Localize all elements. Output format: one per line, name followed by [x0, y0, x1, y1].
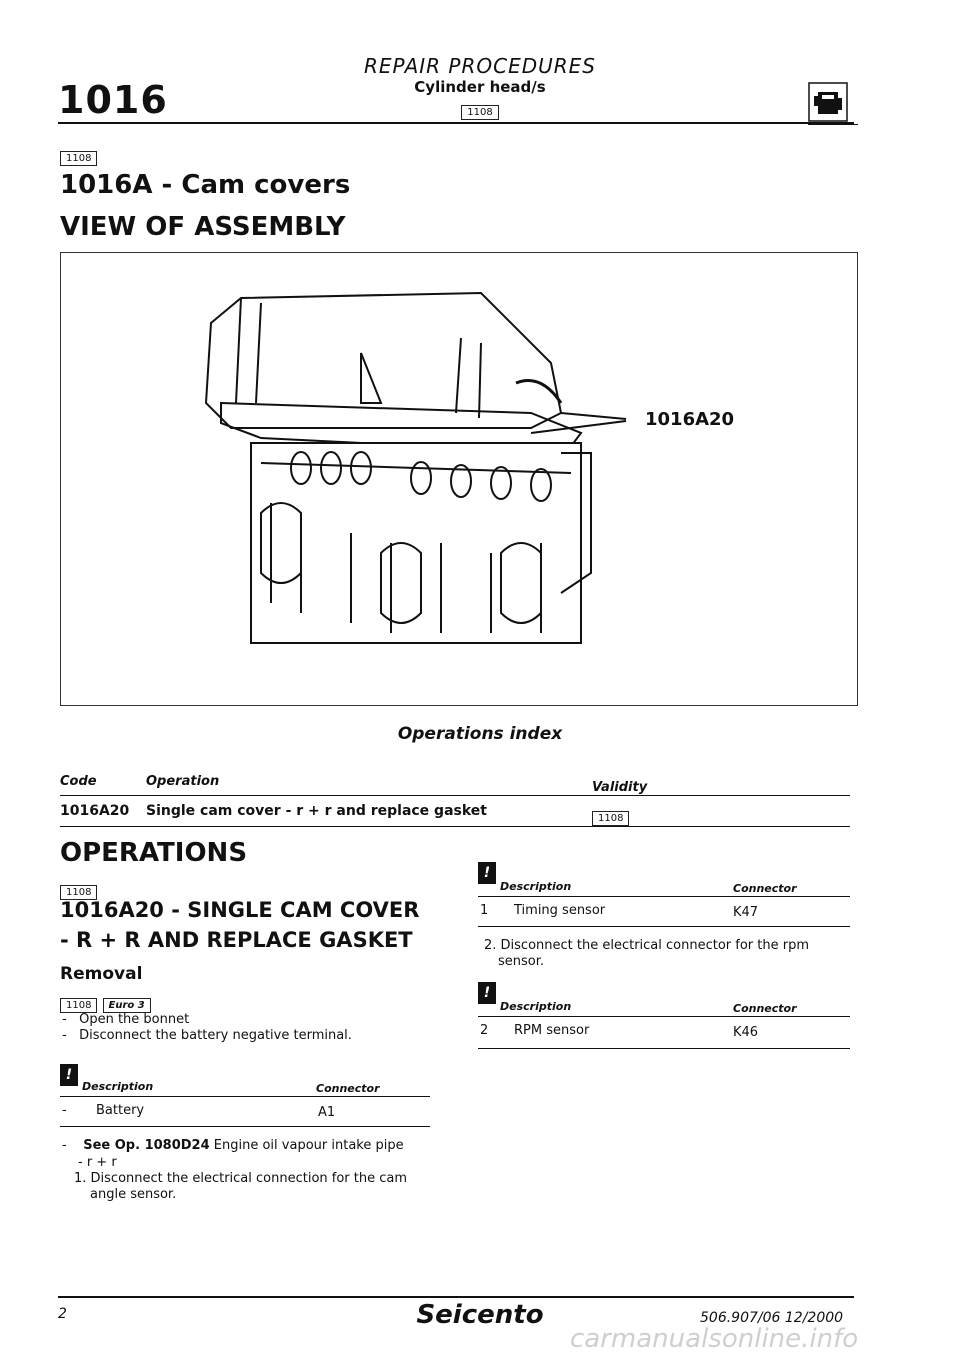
dash: -	[62, 1138, 67, 1153]
op-title-line1: 1016A20 - SINGLE CAM COVER	[60, 898, 420, 922]
note-icon: !	[60, 1064, 78, 1086]
footer-reference: 506.907/06 12/2000	[700, 1310, 844, 1326]
table-rule	[478, 896, 850, 897]
table-conn: K46	[733, 1025, 759, 1040]
table-num: 1	[480, 903, 489, 918]
conn-header: Connector	[733, 1002, 797, 1015]
step-2: 2. Disconnect the electrical connector for the rpm	[484, 938, 810, 953]
step-2-cont: sensor.	[498, 954, 545, 969]
header-code-box: 1108	[461, 105, 498, 120]
euro-box: Euro 3	[103, 998, 151, 1013]
step-1-cont: angle sensor.	[90, 1187, 177, 1202]
index-row-code: 1016A20	[60, 803, 130, 819]
operations-code-tag	[60, 880, 97, 900]
table-rule	[60, 1126, 430, 1127]
page-number: 2	[58, 1306, 67, 1322]
table-desc: Battery	[96, 1103, 145, 1118]
table-rule	[478, 1048, 850, 1049]
index-rule-bottom	[60, 826, 850, 827]
step-text: Disconnect the battery negative terminal.	[79, 1028, 352, 1043]
col-validity-header: Validity	[592, 780, 648, 795]
note-icon: !	[478, 862, 496, 884]
fuel-pump-icon	[808, 82, 848, 122]
operations-index-title: Operations index	[397, 724, 563, 744]
index-row-operation: Single cam cover - r + r and replace gasket	[146, 803, 487, 819]
cam-cover-drawing	[61, 253, 857, 705]
see-op-link[interactable]: See Op. 1080D24	[83, 1138, 210, 1153]
table-rule	[60, 1096, 430, 1097]
footer-brand: Seicento	[416, 1300, 544, 1330]
section-title: 1016A - Cam covers	[60, 170, 351, 200]
code-box: 1108	[60, 885, 97, 900]
assembly-figure	[60, 252, 858, 706]
desc-header: Description	[500, 880, 572, 893]
index-rule-top	[60, 795, 850, 796]
removal-title: Removal	[60, 964, 143, 984]
step-1: 1. Disconnect the electrical connection for the cam	[74, 1171, 408, 1186]
index-row-validity	[592, 806, 629, 826]
table-conn: A1	[318, 1105, 336, 1120]
see-op-text: Engine oil vapour intake pipe	[213, 1138, 404, 1153]
see-op-rr: - r + r	[78, 1155, 117, 1170]
header-subtitle: Cylinder head/s	[414, 78, 546, 96]
code-box: 1108	[60, 998, 97, 1013]
list-item: - Disconnect the battery negative terminal.	[62, 1028, 352, 1043]
conn-header: Connector	[316, 1082, 380, 1095]
desc-header: Description	[500, 1000, 572, 1013]
table-conn: K47	[733, 905, 759, 920]
operations-title: OPERATIONS	[60, 838, 248, 868]
see-op-line	[62, 1138, 404, 1153]
table-rule	[478, 1016, 850, 1017]
op-title-line2: - R + R AND REPLACE GASKET	[60, 928, 413, 952]
section-number: 1016	[58, 78, 168, 122]
list-item: - Open the bonnet	[62, 1012, 190, 1027]
figure-label: 1016A20	[645, 409, 735, 430]
desc-header: Description	[82, 1080, 154, 1093]
table-desc: Timing sensor	[514, 903, 606, 918]
code-box: 1108	[592, 811, 629, 826]
watermark: carmanualsonline.info	[570, 1324, 859, 1354]
col-code-header: Code	[60, 774, 97, 789]
page-code-tag	[60, 146, 97, 166]
footer-rule	[58, 1296, 854, 1298]
table-rule	[478, 926, 850, 927]
table-num: 2	[480, 1023, 489, 1038]
conn-header: Connector	[733, 882, 797, 895]
table-desc: RPM sensor	[514, 1023, 590, 1038]
header-rule-short	[808, 124, 858, 125]
removal-codes	[60, 993, 151, 1013]
step-text: Open the bonnet	[79, 1012, 190, 1027]
table-num: -	[62, 1103, 67, 1118]
assembly-title: VIEW OF ASSEMBLY	[60, 212, 346, 242]
header-title: REPAIR PROCEDURES	[364, 54, 596, 78]
col-operation-header: Operation	[146, 774, 220, 789]
header-rule	[58, 122, 854, 124]
code-box: 1108	[60, 151, 97, 166]
note-icon: !	[478, 982, 496, 1004]
